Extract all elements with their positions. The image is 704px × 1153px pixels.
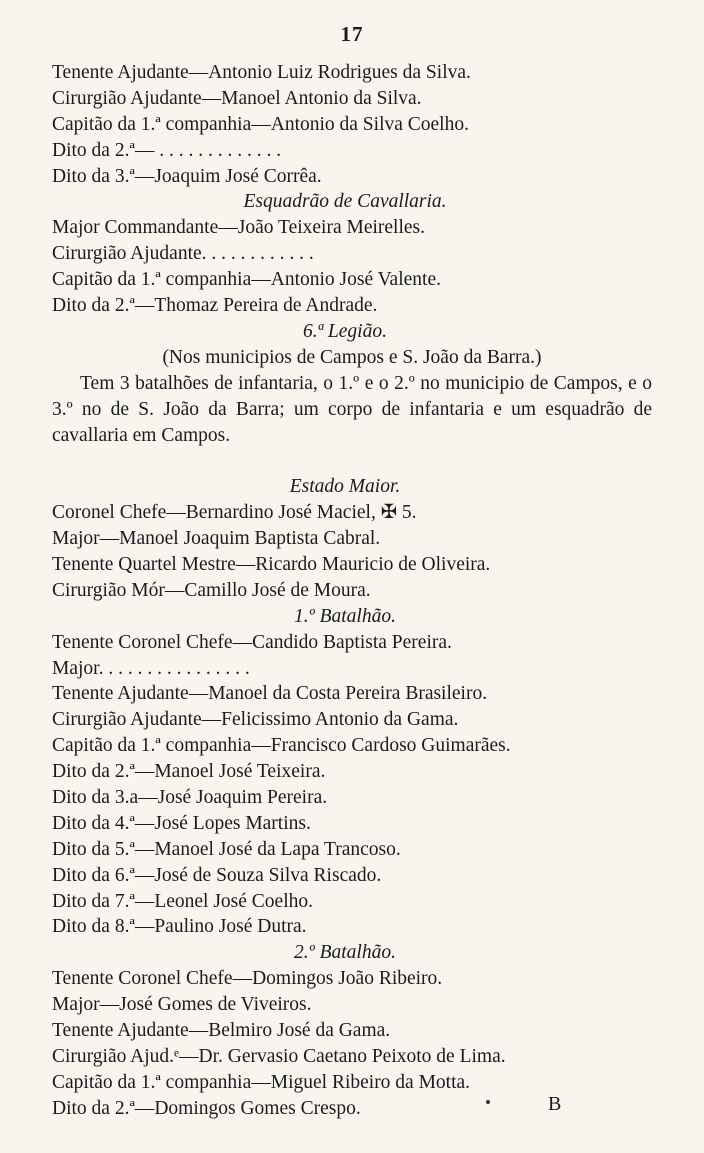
text-line: Tenente Coronel Chefe—Domingos João Ribeiro. [52,968,443,990]
text-line: Dito da 3.ª—Joaquim José Corrêa. [52,165,322,187]
text-line: Cirurgião Ajudante—Manoel Antonio da Silva. [52,87,422,109]
text-line: Dito da 3.a—José Joaquim Pereira. [52,786,328,808]
page-body [52,60,652,1122]
text-line: Capitão da 1.ª companhia—Antonio da Silva Coelho. [52,113,469,135]
ink-dot [486,1100,490,1104]
paragraph: Tem 3 batalhões de infantaria, o 1.º e o 2.º no municipio de Campos, e o 3.º no de S. João da Barra; um corpo de infantaria e um esquadrão de cavallaria em Campos. [52,372,652,446]
section-heading: Esquadrão de Cavallaria. [243,191,447,213]
text-line: Cirurgião Mór—Camillo José de Moura. [52,579,371,601]
section-heading: 1.º Batalhão. [294,605,396,627]
text-line: Dito da 5.ª—Manoel José da Lapa Trancoso. [52,838,401,860]
text-line: Tenente Ajudante—Antonio Luiz Rodrigues da Silva. [52,62,471,83]
text-line: Major. . . . . . . . . . . . . . . . [52,657,250,679]
subheading: (Nos municipios de Campos e S. João da Barra.) [162,346,542,368]
text-line: Capitão da 1.ª companhia—Antonio José Valente. [52,269,441,291]
text-line: Coronel Chefe—Bernardino José Maciel, ✠ 5. [52,502,417,524]
text-line: Cirurgião Ajudante. . . . . . . . . . . . [52,243,314,265]
text-line: Cirurgião Ajudante—Felicissimo Antonio da Gama. [52,709,459,731]
text-line: Dito da 2.ª—Thomaz Pereira de Andrade. [52,295,378,317]
text-line: Tenente Ajudante—Belmiro José da Gama. [52,1019,391,1041]
section-heading: Estado Maior. [289,476,401,498]
text-line: Cirurgião Ajud.ᵉ—Dr. Gervasio Caetano Peixoto de Lima. [52,1045,506,1067]
text-line: Dito da 7.ª—Leonel José Coelho. [52,890,314,912]
text-line: Dito da 8.ª—Paulino José Dutra. [52,916,307,938]
text-line: Dito da 2.ª—Manoel José Teixeira. [52,761,326,783]
text-line: Dito da 2.ª— . . . . . . . . . . . . . [52,139,282,161]
signature-mark: B [548,1093,562,1115]
section-heading: 2.º Batalhão. [294,942,396,964]
text-line: Dito da 4.ª—José Lopes Martins. [52,812,311,834]
section-heading: 6.ª Legião. [303,320,387,342]
text-line: Major—José Gomes de Viveiros. [52,994,312,1016]
text-line: Major Commandante—João Teixeira Meirelles. [52,217,426,239]
text-line: Dito da 6.ª—José de Souza Silva Riscado. [52,864,382,886]
page-number: 17 [340,22,364,46]
text-line: Capitão da 1.ª companhia—Francisco Cardoso Guimarães. [52,735,511,757]
text-line: Dito da 2.ª—Domingos Gomes Crespo. [52,1097,361,1119]
text-line: Major—Manoel Joaquim Baptista Cabral. [52,528,381,550]
text-line: Tenente Ajudante—Manoel da Costa Pereira Brasileiro. [52,683,488,705]
text-line: Tenente Coronel Chefe—Candido Baptista Pereira. [52,631,452,653]
text-line: Tenente Quartel Mestre—Ricardo Mauricio de Oliveira. [52,553,491,575]
text-line: Capitão da 1.ª companhia—Miguel Ribeiro da Motta. [52,1071,471,1093]
